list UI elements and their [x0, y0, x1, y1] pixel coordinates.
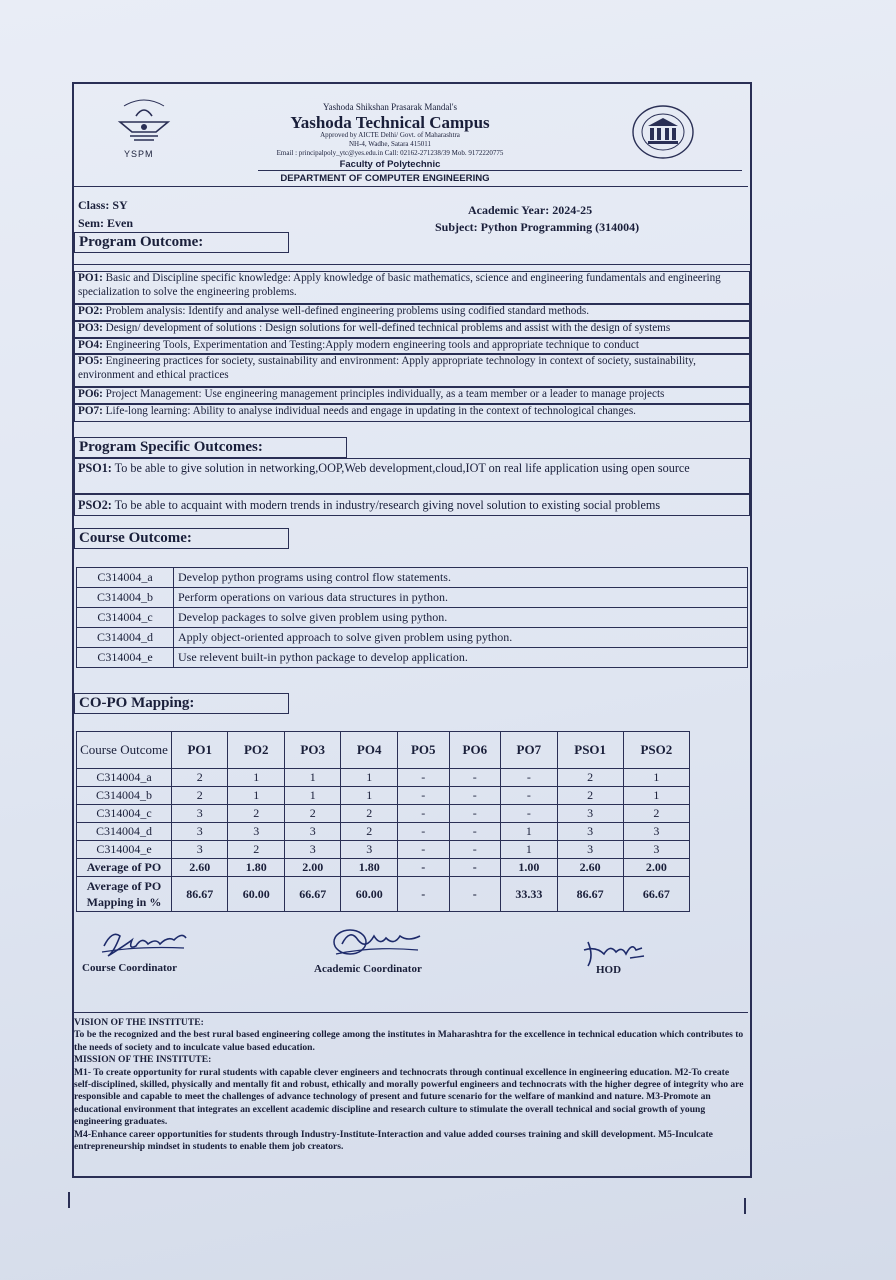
cell: 3: [623, 823, 689, 841]
table-row: [77, 841, 690, 859]
cell: 3: [341, 841, 397, 859]
table-header-row: [77, 732, 690, 769]
cell: 60.00: [228, 877, 284, 912]
hod-label: HOD: [596, 964, 622, 976]
cell: 60.00: [341, 877, 397, 912]
cell: 2.00: [284, 859, 340, 877]
po-item: PO6: Project Management: Use engineering management principles individually, as a team member or a leader to manage projects: [74, 387, 750, 404]
pso-item: PSO1: To be able to give solution in networking,OOP,Web development,cloud,IOT on real life application using open source: [74, 458, 750, 494]
col-header: PSO2: [623, 732, 689, 769]
cell: 1: [341, 769, 397, 787]
cell: -: [449, 769, 501, 787]
sem-label: Sem: Even: [78, 216, 133, 230]
cell: Average of PO: [77, 859, 172, 877]
cell: 66.67: [623, 877, 689, 912]
cell: 2: [284, 805, 340, 823]
cell: 1: [623, 769, 689, 787]
cell: 3: [228, 823, 284, 841]
address-text: NH-4, Wadhe, Satara 415011: [348, 140, 432, 148]
co-code: C314004_d: [77, 628, 174, 648]
program-outcome-title: Program Outcome:: [74, 232, 289, 253]
cell: 2: [557, 787, 623, 805]
cell: 1: [341, 787, 397, 805]
vision-text: To be the recognized and the best rural based engineering college among the institutes in Maharashtra for the excellence in technical education which contributes to the needs of society and to inculcate value based education.: [74, 1029, 744, 1053]
col-header: PO3: [284, 732, 340, 769]
table-row: [77, 588, 748, 608]
cell: 66.67: [284, 877, 340, 912]
cell: 2: [172, 787, 228, 805]
course-outcome-title: Course Outcome:: [74, 528, 289, 549]
contact-text: Email : principalpoly_ytc@yes.edu.in Call: 02162-271238/39 Mob. 9172220775: [276, 149, 504, 157]
cell: C314004_c: [77, 805, 172, 823]
pso-title: Program Specific Outcomes:: [74, 437, 347, 458]
cell: -: [449, 841, 501, 859]
cell: 3: [623, 841, 689, 859]
co-po-mapping-table: [76, 731, 690, 912]
cell: -: [397, 823, 449, 841]
org-line: Yashoda Shikshan Prasarak Mandal's: [323, 102, 457, 112]
academic-year: Academic Year: 2024-25: [468, 203, 593, 217]
cell: -: [449, 823, 501, 841]
cell: 2: [341, 805, 397, 823]
cell: C314004_b: [77, 787, 172, 805]
po-item: PO4: Engineering Tools, Experimentation and Testing:Apply modern engineering tools and appropriate technique to conduct: [74, 338, 750, 354]
table-row: [77, 805, 690, 823]
vision-title: VISION OF THE INSTITUTE:: [74, 1017, 204, 1028]
cell: 1: [228, 769, 284, 787]
approval-text: Approved by AICTE Delhi/ Govt. of Maharashtra: [320, 131, 460, 139]
average-row: [77, 859, 690, 877]
col-header: PO6: [449, 732, 501, 769]
cell: 1: [501, 823, 557, 841]
col-header: PO2: [228, 732, 284, 769]
cell: 3: [172, 841, 228, 859]
cell: C314004_e: [77, 841, 172, 859]
cell: -: [449, 877, 501, 912]
cell: -: [449, 805, 501, 823]
po-item: PO3: Design/ development of solutions : Design solutions for well-defined technical problems and assist with the design of systems: [74, 321, 750, 338]
footer-rule: [74, 1012, 748, 1013]
co-code: C314004_e: [77, 648, 174, 668]
cell: -: [449, 859, 501, 877]
cell: 3: [284, 823, 340, 841]
course-outcome-table: [76, 567, 748, 668]
cell: 3: [557, 823, 623, 841]
cell: 1: [623, 787, 689, 805]
table-row: [77, 648, 748, 668]
vision-mission-block: [74, 1017, 748, 1153]
cell: 2: [623, 805, 689, 823]
logo-text: YSPM: [124, 149, 154, 159]
co-code: C314004_a: [77, 568, 174, 588]
cell: 33.33: [501, 877, 557, 912]
cell: -: [397, 805, 449, 823]
cell: 3: [284, 841, 340, 859]
cell: 2: [172, 769, 228, 787]
table-row: [77, 823, 690, 841]
co-text: Use relevent built-in python package to develop application.: [174, 648, 748, 668]
cell: Average of PO Mapping in %: [77, 877, 172, 912]
cell: 1.80: [341, 859, 397, 877]
faculty-text: Faculty of Polytechnic: [339, 159, 441, 170]
institute-name: Yashoda Technical Campus: [290, 113, 490, 132]
col-header: PSO1: [557, 732, 623, 769]
mission-title: MISSION OF THE INSTITUTE:: [74, 1054, 212, 1066]
col-header: PO4: [341, 732, 397, 769]
co-text: Develop packages to solve given problem using python.: [174, 608, 748, 628]
cell: C314004_a: [77, 769, 172, 787]
col-header: PO1: [172, 732, 228, 769]
percent-row: [77, 877, 690, 912]
co-text: Perform operations on various data structures in python.: [174, 588, 748, 608]
po-item: PO1: Basic and Discipline specific knowledge: Apply knowledge of basic mathematics, science and engineering fundamentals and engineering specialization to solve the engineering problems.: [74, 271, 750, 304]
cell: 2.60: [172, 859, 228, 877]
cell: -: [501, 787, 557, 805]
department-text: DEPARTMENT OF COMPUTER ENGINEERING: [280, 173, 490, 184]
cell: 1.80: [228, 859, 284, 877]
cell: 3: [172, 805, 228, 823]
table-row: [77, 787, 690, 805]
cell: 2: [228, 841, 284, 859]
cell: 1: [501, 841, 557, 859]
po-item: PO7: Life-long learning: Ability to analyse individual needs and engage in updating in the context of technological changes.: [74, 404, 750, 422]
cell: 2: [341, 823, 397, 841]
cell: -: [397, 841, 449, 859]
cell: 1: [284, 787, 340, 805]
cell: -: [501, 769, 557, 787]
mission-text: M1- To create opportunity for rural students with capable clever engineers and technocrats through continual excellence in engineering education. M2-To create self-disciplined, skilled, physically and mentally fit and robust, ethically and morally powerful engineers and technocrats with the higher degree of integrity who are responsible and capable to meet the challenges of advance technology of present and future scenario for the welfare of mankind and nature. M3-Promote an educational environment that integrates an excellent academic discipline and research culture to stimulate the overall technical and social growth of young engineering graduates.: [74, 1066, 744, 1128]
class-label: Class: SY: [78, 198, 128, 212]
subject: Subject: Python Programming (314004): [435, 220, 640, 234]
cell: 3: [557, 841, 623, 859]
academic-coordinator-label: Academic Coordinator: [314, 963, 422, 975]
cell: -: [449, 787, 501, 805]
col-header: PO5: [397, 732, 449, 769]
pso-item: PSO2: To be able to acquaint with modern trends in industry/research giving novel solution to existing social problems: [74, 494, 750, 516]
course-coordinator-signature-icon: [98, 926, 190, 960]
co-text: Apply object-oriented approach to solve given problem using python.: [174, 628, 748, 648]
cell: 3: [172, 823, 228, 841]
table-row: [77, 568, 748, 588]
cell: 86.67: [172, 877, 228, 912]
cell: 2.60: [557, 859, 623, 877]
col-header: Course Outcome: [77, 732, 172, 769]
cell: -: [501, 805, 557, 823]
edge-mark: [68, 1192, 70, 1208]
academic-coordinator-signature-icon: [328, 922, 424, 962]
cell: 2.00: [623, 859, 689, 877]
header-rule: [258, 170, 742, 171]
co-text: Develop python programs using control flow statements.: [174, 568, 748, 588]
mission-text-2: M4-Enhance career opportunities for students through Industry-Institute-Interaction and value added courses training and skill development. M5-Inculcate entrepreneurship mindset in students to enable them job creators.: [74, 1128, 713, 1153]
mapping-title: CO-PO Mapping:: [74, 693, 289, 714]
cell: -: [397, 877, 449, 912]
cell: -: [397, 859, 449, 877]
cell: 3: [557, 805, 623, 823]
co-code: C314004_b: [77, 588, 174, 608]
cell: 1: [228, 787, 284, 805]
po-top-rule: [74, 264, 750, 265]
table-row: [77, 628, 748, 648]
cell: 1: [284, 769, 340, 787]
table-row: [77, 769, 690, 787]
cell: 1.00: [501, 859, 557, 877]
edge-mark: [744, 1198, 746, 1214]
cell: -: [397, 787, 449, 805]
course-coordinator-label: Course Coordinator: [82, 962, 178, 974]
header-rule-2: [74, 186, 748, 187]
co-code: C314004_c: [77, 608, 174, 628]
cell: -: [397, 769, 449, 787]
col-header: PO7: [501, 732, 557, 769]
po-item: PO5: Engineering practices for society, sustainability and environment: Apply appropriate technology in context of society, sustainability, environment and ethical practices: [74, 354, 750, 387]
cell: 2: [557, 769, 623, 787]
po-item: PO2: Problem analysis: Identify and analyse well-defined engineering problems using codified standard methods.: [74, 304, 750, 321]
cell: 86.67: [557, 877, 623, 912]
cell: 2: [228, 805, 284, 823]
cell: C314004_d: [77, 823, 172, 841]
institute-seal-icon: [630, 104, 696, 160]
table-row: [77, 608, 748, 628]
